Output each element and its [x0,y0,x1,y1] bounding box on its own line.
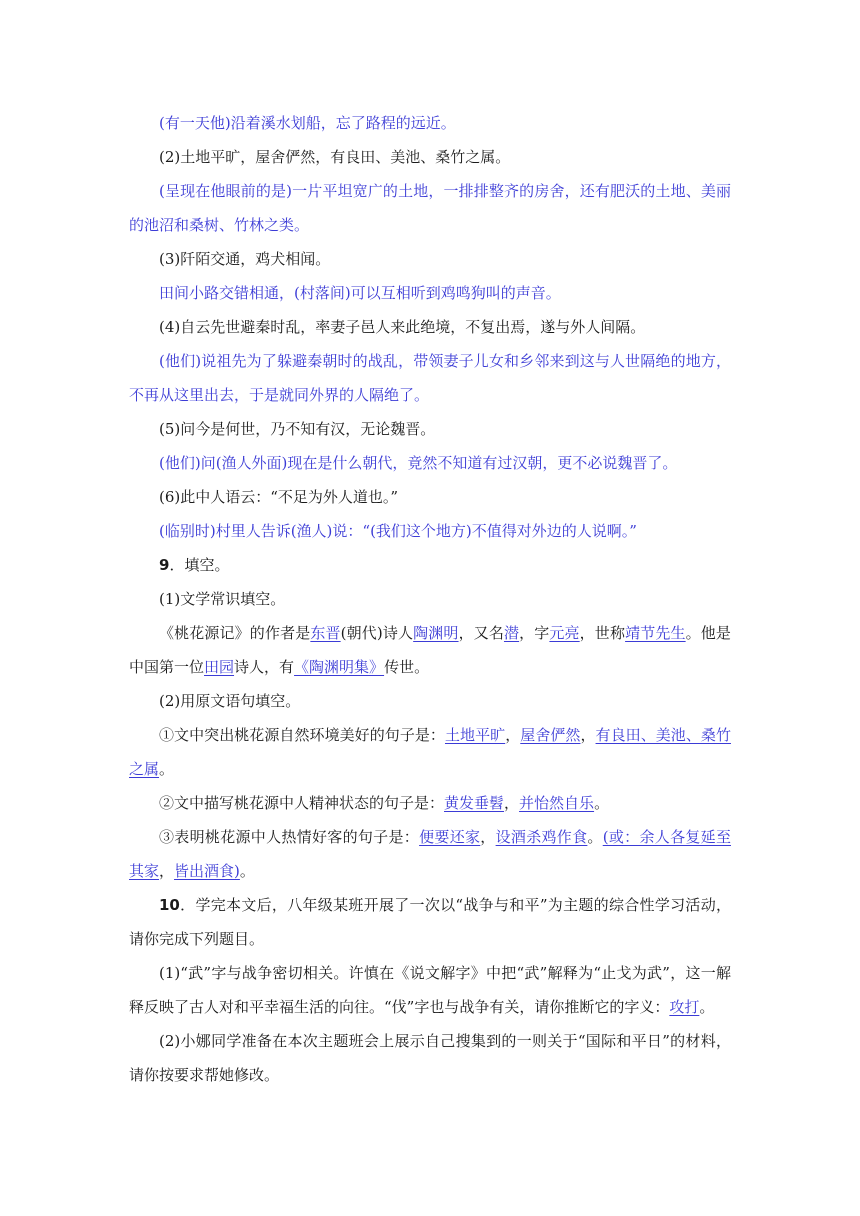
fill-answer: 并怡然自乐 [519,794,595,812]
blank-genre: 田园 [204,658,235,676]
blank-dynasty: 东晋 [310,624,341,642]
question-9-sub2: (2)用原文语句填空。 [159,692,301,710]
lit-text: 《桃花源记》的作者是 [159,624,311,642]
lit-text: ，又名 [458,624,504,642]
punct: ， [480,828,496,846]
punct: ， [505,726,521,744]
fill-answer: 土地平旷 [444,726,506,744]
punct: 。 [699,998,715,1016]
question-line-4: (4)自云先世避秦时乱，率妻子邑人来此绝境，不复出焉，遂与外人间隔。 [159,318,646,336]
fill-answer: 便要还家 [419,828,481,846]
answer-line-4: (他们)说祖先为了躲避秦朝时的战乱，带领妻子儿女和乡邻来到这与人世隔绝的地方，不再从这里出去，于是就同外界的人隔绝了。 [129,352,731,404]
fill-sentence-2 [129,786,731,820]
punct: 。 [587,828,603,846]
blank-alt-name: 潜 [503,624,520,642]
blank-poet: 陶渊明 [413,624,459,642]
literature-fill [129,616,731,684]
answer-line-2: (呈现在他眼前的是)一片平坦宽广的土地，一排排整齐的房舍，还有肥沃的土地、美丽的池沼和桑树、竹林之类。 [129,182,731,234]
lit-text: 传世。 [384,658,430,676]
fill-answer: 有良田、美池、桑竹之属 [129,726,731,778]
fill-sentence-3 [129,820,731,888]
lit-text: (朝代)诗人 [340,624,414,642]
fill-sentence-1 [129,718,731,786]
question-10-heading [129,888,731,956]
question-line-6: (6)此中人语云：“不足为外人道也。” [159,488,399,506]
lit-text: 。他是中国第一位 [129,624,731,676]
answer-line-3: 田间小路交错相通，(村落间)可以互相听到鸡鸣狗叫的声音。 [159,284,561,302]
fill-answer: 设酒杀鸡作食 [495,828,588,846]
part1-text: (1)“武”字与战争密切相关。许慎在《说文解字》中把“武”解释为“止戈为武”，这一解释反映了古人对和平幸福生活的向往。“伐”字也与战争有关，请你推断它的字义： [129,964,731,1016]
answer-line-5: (他们)问(渔人外面)现在是什么朝代，竟然不知道有过汉朝，更不必说魏晋了。 [159,454,678,472]
lit-text: ，字 [519,624,550,642]
question-9-heading [129,548,731,582]
question-10-number: 10 [159,896,180,914]
question-9-title: ．填空。 [169,556,230,574]
punct: ， [159,862,175,880]
question-line-2: (2)土地平旷，屋舍俨然，有良田、美池、桑竹之属。 [159,148,511,166]
punct: ， [504,794,520,812]
question-10-part1 [129,956,731,1024]
blank-title: 靖节先生 [625,624,686,642]
document-body [129,106,731,1092]
fill-answer: 屋舍俨然 [520,726,581,744]
fill-prompt: ②文中描写桃花源中人精神状态的句子是： [159,794,445,812]
question-line-3: (3)阡陌交通，鸡犬相闻。 [159,250,331,268]
punct: 。 [239,862,255,880]
lit-text: 诗人，有 [234,658,295,676]
punct: 。 [159,760,175,778]
blank-collection: 《陶渊明集》 [294,658,385,676]
question-9-number: 9 [159,556,170,574]
blank-courtesy-name: 元亮 [549,624,580,642]
answer-line-6: (临别时)村里人告诉(渔人)说：“(我们这个地方)不值得对外边的人说啊。” [159,522,637,540]
part1-answer: 攻打 [669,998,700,1016]
fill-answer: 皆出酒食) [174,862,240,880]
question-10-part2: (2)小娜同学准备在本次主题班会上展示自己搜集到的一则关于“国际和平日”的材料，请你按要求帮她修改。 [129,1032,731,1084]
punct: ， [580,726,596,744]
question-9-sub1: (1)文学常识填空。 [159,590,286,608]
question-line-5: (5)问今是何世，乃不知有汉，无论魏晋。 [159,420,436,438]
answer-line-1: (有一天他)沿着溪水划船，忘了路程的远近。 [159,114,456,132]
fill-prompt: ①文中突出桃花源自然环境美好的句子是： [159,726,445,744]
question-10-intro: ．学完本文后，八年级某班开展了一次以“战争与和平”为主题的综合性学习活动，请你完成下列题目。 [129,896,731,948]
lit-text: ，世称 [579,624,626,642]
fill-prompt: ③表明桃花源中人热情好客的句子是： [159,828,420,846]
punct: 。 [594,794,610,812]
fill-answer: (或：余人各复延至其家 [129,828,731,880]
fill-answer: 黄发垂髫 [444,794,505,812]
